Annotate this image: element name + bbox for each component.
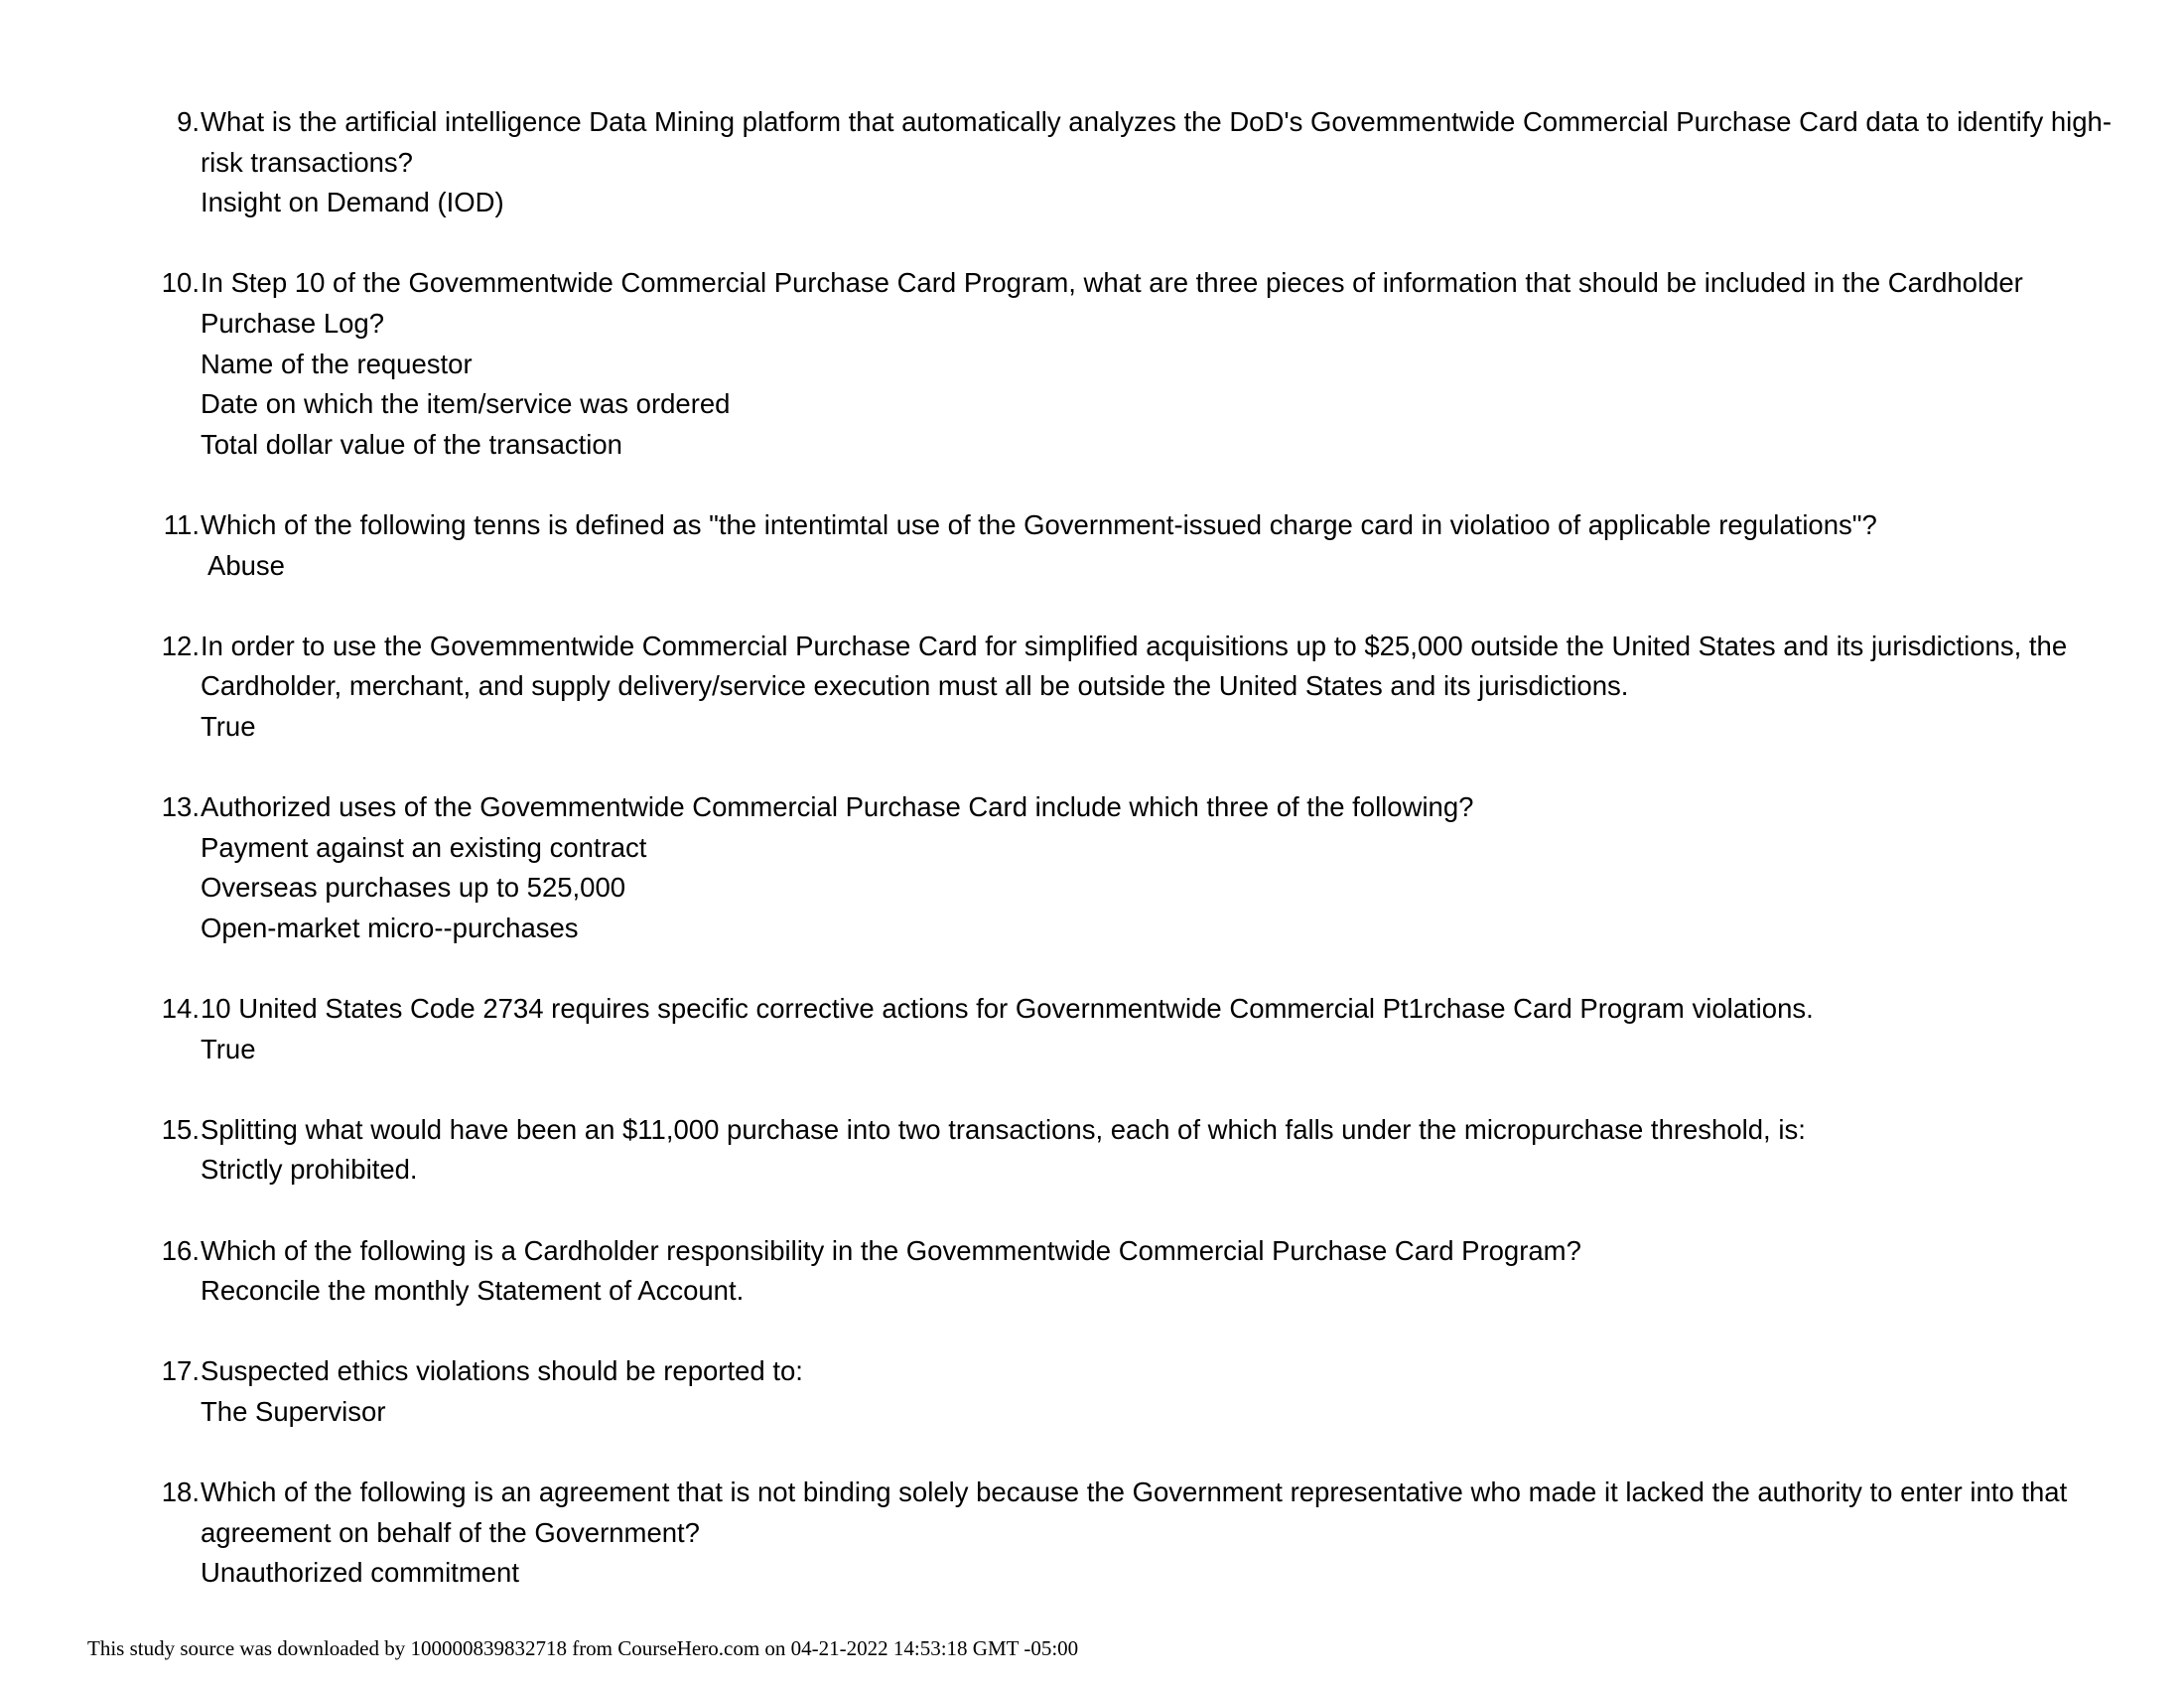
question-item-18 xyxy=(149,1473,2134,1594)
question-number: 14. xyxy=(161,993,200,1025)
question-text: Which of the following tenns is defined as "the intentimtal use of the Government-issued charge card in violatioo of applicable regulations"? xyxy=(201,508,1877,540)
answer-text: Name of the requestor xyxy=(201,348,473,379)
question-item-12 xyxy=(149,627,2134,748)
question-item-16 xyxy=(149,1231,2134,1312)
answer-text: Reconcile the monthly Statement of Account. xyxy=(201,1275,745,1307)
answer-text: Total dollar value of the transaction xyxy=(201,428,622,460)
question-number: 12. xyxy=(161,630,200,661)
answer-text: Open-market micro--purchases xyxy=(201,912,579,943)
question-item-10 xyxy=(149,263,2134,465)
download-footer: This study source was downloaded by 100000839832718 from CourseHero.com on 04-21-2022 14:53:18 GMT -05:00 xyxy=(87,1636,1079,1660)
question-body xyxy=(200,1231,2134,1312)
question-number: 17. xyxy=(161,1355,200,1387)
question-number: 11. xyxy=(163,508,200,540)
question-number: 13. xyxy=(161,791,200,823)
question-item-14 xyxy=(149,989,2134,1069)
question-item-17 xyxy=(149,1351,2134,1432)
answer-text: True xyxy=(201,710,256,742)
answer-text: Overseas purchases up to 525,000 xyxy=(201,872,626,904)
question-body xyxy=(200,1110,2134,1191)
question-number: 10. xyxy=(161,267,200,299)
question-number: 18. xyxy=(161,1477,200,1508)
question-text: Suspected ethics violations should be reported to: xyxy=(201,1355,803,1387)
answer-text: Payment against an existing contract xyxy=(201,831,647,863)
question-body xyxy=(200,1351,2134,1432)
question-body xyxy=(200,1473,2134,1594)
question-text: In order to use the Govemmentwide Commercial Purchase Card for simplified acquisitions up to $25,000 outside the United States and its jurisdictions, the Cardholder, merchant, and supply delivery/service execution must all be outside the United States and its jurisdictions. xyxy=(201,630,2068,702)
answer-text: Unauthorized commitment xyxy=(201,1557,519,1589)
question-list xyxy=(149,102,2134,1634)
question-text: Which of the following is an agreement that is not binding solely because the Government representative who made it lacked the authority to enter into that agreement on behalf of the Government? xyxy=(201,1477,2068,1548)
answer-text: True xyxy=(201,1033,256,1064)
question-body xyxy=(200,102,2134,223)
answer-text: Abuse xyxy=(207,549,285,581)
answer-text: Date on which the item/service was ordered xyxy=(201,388,731,420)
question-number: 15. xyxy=(161,1113,200,1145)
question-number: 16. xyxy=(161,1234,200,1266)
question-body xyxy=(200,787,2134,948)
question-body xyxy=(200,989,2134,1069)
question-text: 10 United States Code 2734 requires specific corrective actions for Governmentwide Commercial Pt1rchase Card Program violations. xyxy=(201,993,1814,1025)
question-text: Authorized uses of the Govemmentwide Commercial Purchase Card include which three of the following? xyxy=(201,791,1474,823)
question-item-11 xyxy=(149,505,2134,586)
question-body xyxy=(200,505,2134,586)
question-number: 9. xyxy=(177,106,200,137)
question-text: What is the artificial intelligence Data Mining platform that automatically analyzes the DoD's Govemmentwide Commercial Purchase Card data to identify high-risk transactions? xyxy=(201,106,2112,178)
question-item-9 xyxy=(149,102,2134,223)
question-text: Splitting what would have been an $11,000 purchase into two transactions, each of which falls under the micropurchase threshold, is: xyxy=(201,1113,1806,1145)
question-text: Which of the following is a Cardholder responsibility in the Govemmentwide Commercial Purchase Card Program? xyxy=(201,1234,1581,1266)
question-body xyxy=(200,263,2134,465)
question-body xyxy=(200,627,2134,748)
question-text: In Step 10 of the Govemmentwide Commercial Purchase Card Program, what are three pieces of information that should be included in the Cardholder Purchase Log? xyxy=(201,267,2023,339)
answer-text: Insight on Demand (IOD) xyxy=(201,187,504,218)
question-item-13 xyxy=(149,787,2134,948)
question-item-15 xyxy=(149,1110,2134,1191)
answer-text: The Supervisor xyxy=(201,1396,386,1427)
answer-text: Strictly prohibited. xyxy=(201,1154,418,1186)
